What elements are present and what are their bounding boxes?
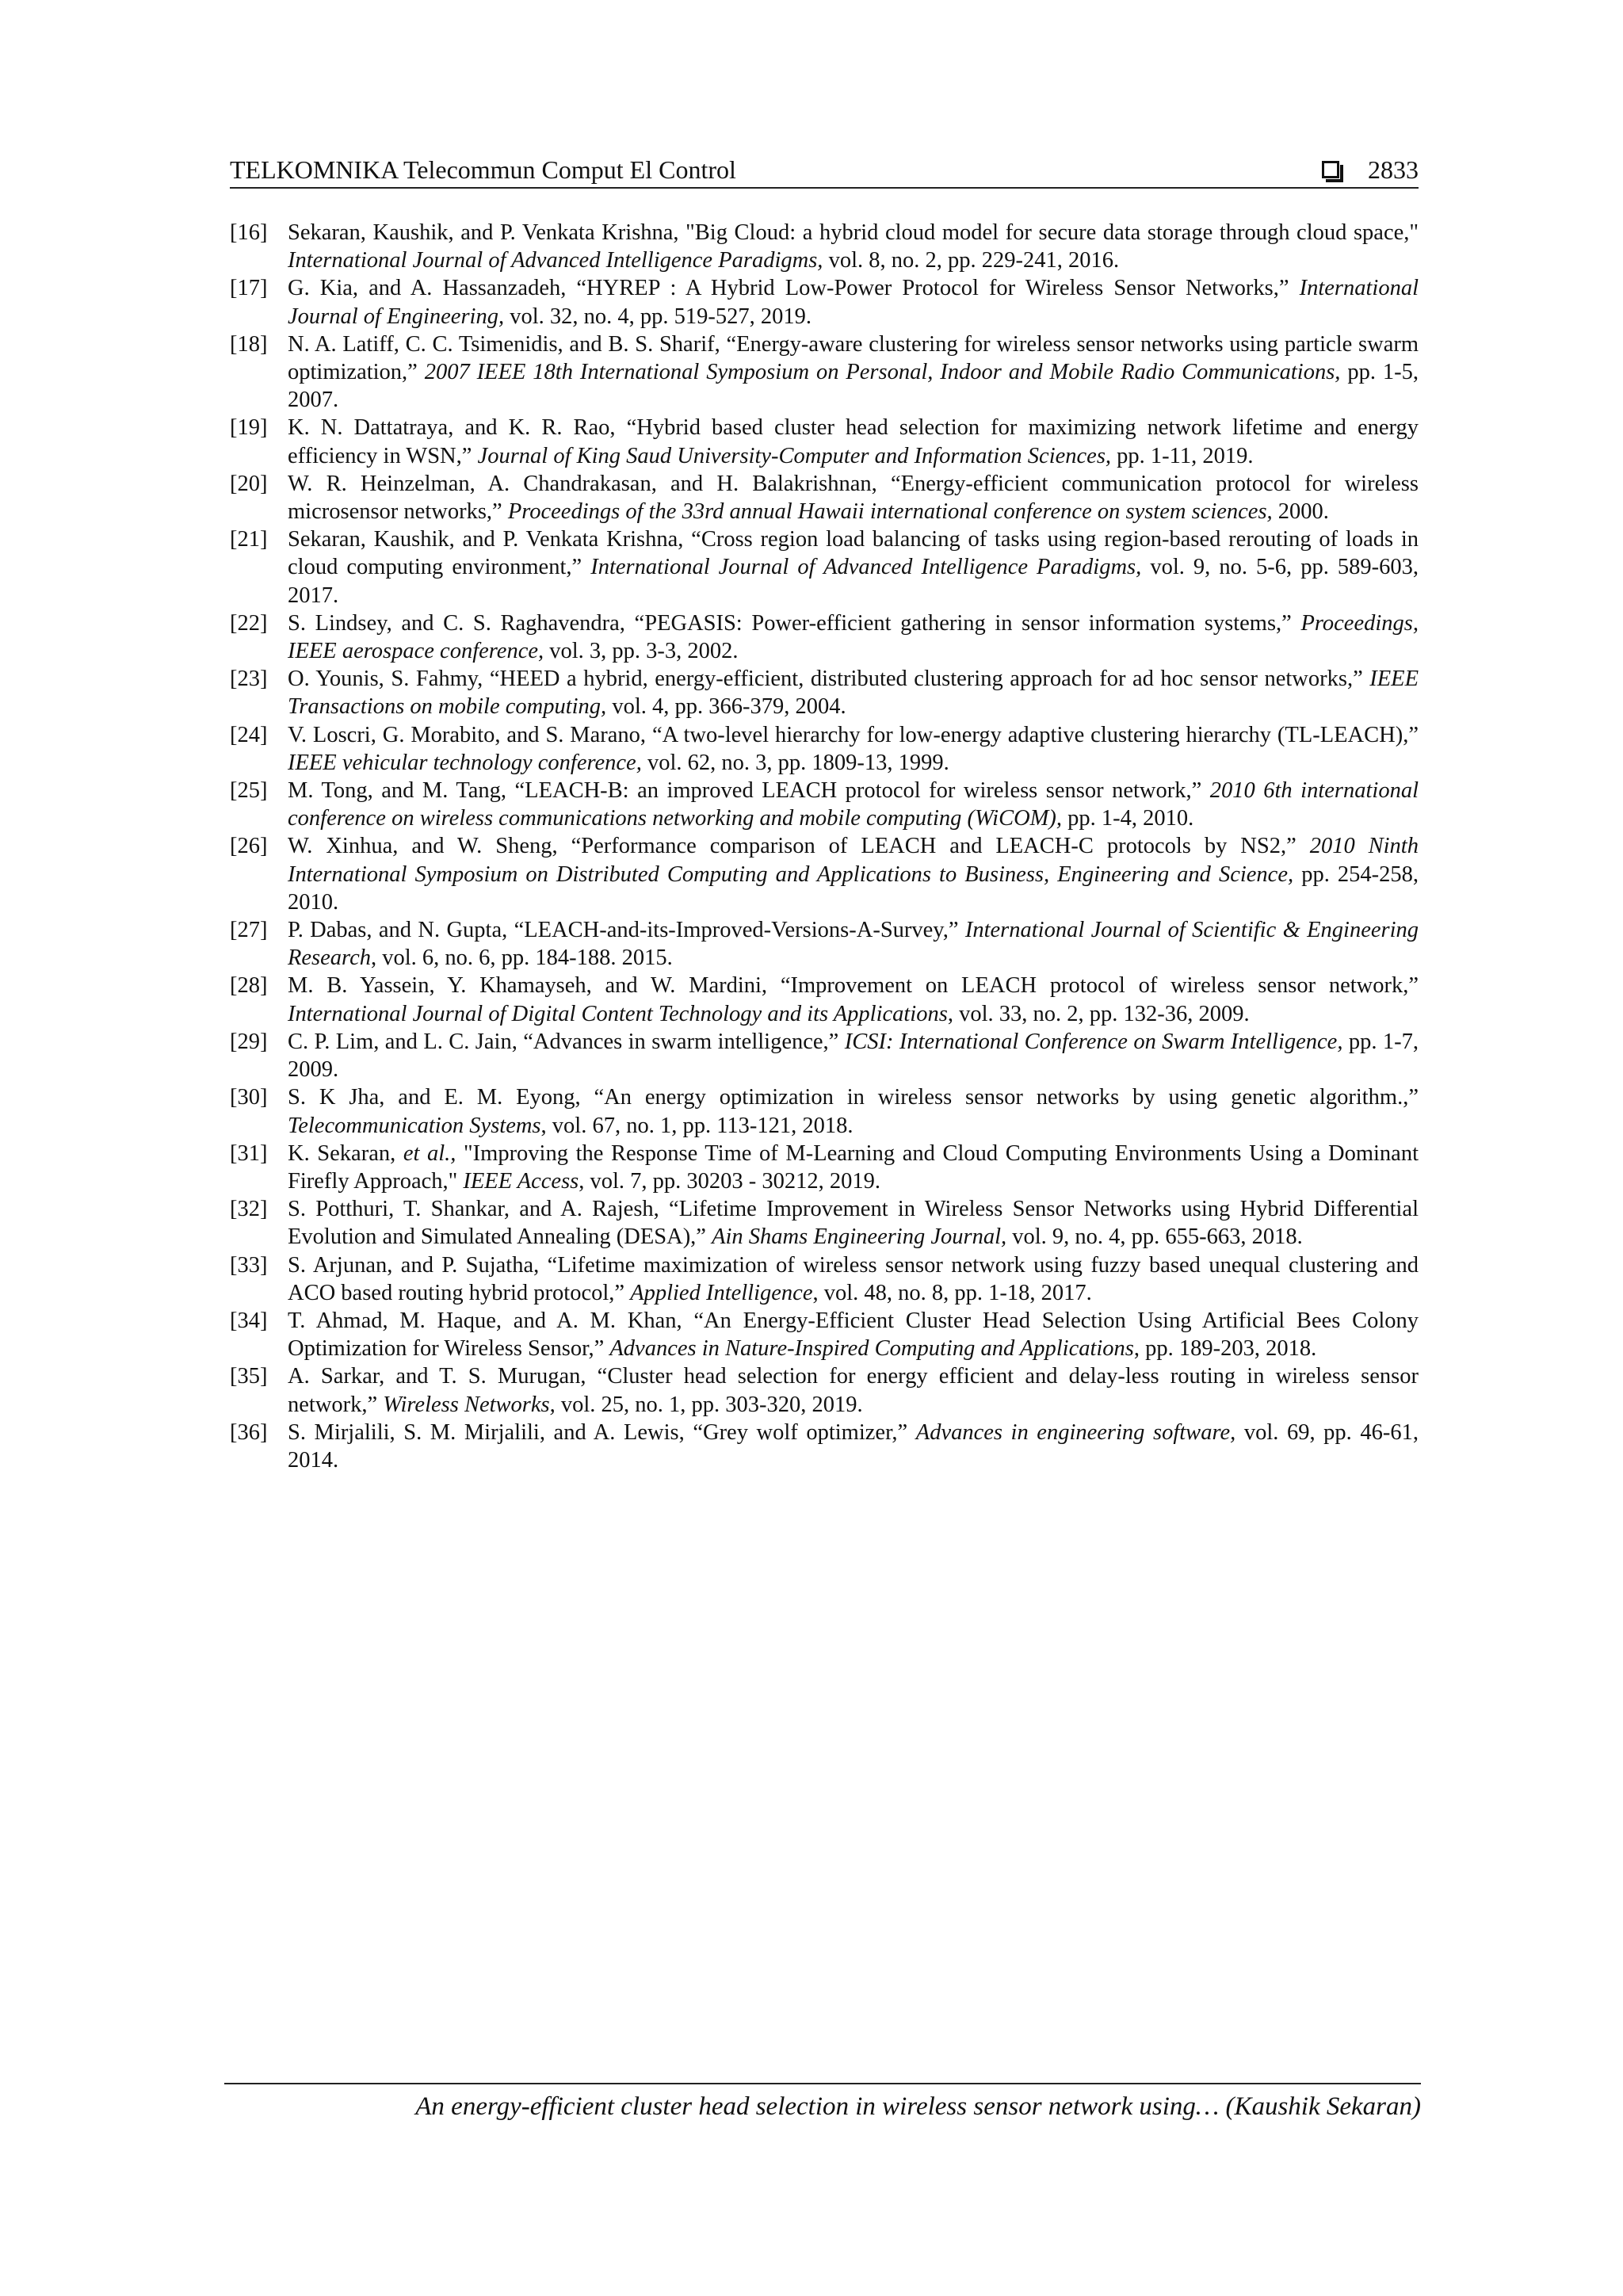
reference-item bbox=[230, 1362, 1419, 1418]
reference-number: [21] bbox=[230, 527, 268, 552]
reference-list bbox=[230, 219, 1419, 1474]
reference-number: [18] bbox=[230, 331, 268, 357]
reference-segment: T. Ahmad, M. Haque, and A. M. Khan, “An Energy-Efficient Cluster Head Selection Using Artificial Bees Colony Optimization for Wireless Sensor,” bbox=[288, 1308, 1419, 1362]
reference-segment: N. A. Latiff, C. C. Tsimenidis, and B. S. Sharif, “Energy-aware clustering for wireless sensor networks using particle swarm optimization,” bbox=[288, 331, 1419, 385]
reference-number: [22] bbox=[230, 610, 268, 636]
reference-segment: C. P. Lim, and L. C. Jain, “Advances in swarm intelligence,” bbox=[288, 1029, 845, 1054]
reference-venue: 2010 6th international conference on wireless communications networking and mobile computing (WiCOM), bbox=[288, 778, 1419, 831]
reference-segment: A. Sarkar, and T. S. Murugan, “Cluster head selection for energy efficient and delay-less routing in wireless sensor network,” bbox=[288, 1364, 1419, 1417]
reference-item bbox=[230, 470, 1419, 525]
reference-text bbox=[288, 330, 1419, 415]
square-box-icon bbox=[1322, 161, 1339, 178]
reference-segment: pp. 1-4, 2010. bbox=[1062, 806, 1194, 831]
reference-venue: International Journal of Advanced Intelligence Paradigms, bbox=[590, 555, 1142, 580]
reference-segment: P. Dabas, and N. Gupta, “LEACH-and-its-Improved-Versions-A-Survey,” bbox=[288, 918, 965, 943]
reference-item bbox=[230, 721, 1419, 777]
journal-title: TELKOMNIKA Telecommun Comput El Control bbox=[230, 155, 736, 184]
reference-venue: et al., bbox=[403, 1140, 456, 1166]
reference-text bbox=[288, 721, 1419, 777]
reference-text bbox=[288, 525, 1419, 609]
reference-segment: Sekaran, Kaushik, and P. Venkata Krishna, "Big Cloud: a hybrid cloud model for secure data storage through cloud space," bbox=[288, 220, 1419, 245]
reference-segment: vol. 4, pp. 366-379, 2004. bbox=[606, 694, 846, 720]
reference-venue: Wireless Networks, bbox=[383, 1392, 556, 1417]
reference-text bbox=[288, 609, 1419, 665]
reference-venue: International Journal of Advanced Intelligence Paradigms, bbox=[288, 248, 823, 273]
page-header bbox=[230, 152, 1419, 189]
reference-segment: S. Potthuri, T. Shankar, and A. Rajesh, “Lifetime Improvement in Wireless Sensor Networks using Hybrid Differential Evolution and Simulated Annealing (DESA),” bbox=[288, 1197, 1419, 1250]
reference-number: [34] bbox=[230, 1308, 268, 1333]
reference-number: [25] bbox=[230, 778, 268, 804]
reference-item bbox=[230, 414, 1419, 469]
reference-venue: 2010 Ninth International Symposium on Distributed Computing and Applications to Business, Engineering and Science, bbox=[288, 834, 1419, 887]
page-number: 2833 bbox=[1368, 155, 1419, 184]
reference-venue: Journal of King Saud University-Computer and Information Sciences, bbox=[477, 443, 1112, 468]
reference-venue: Applied Intelligence bbox=[630, 1280, 813, 1305]
reference-segment: M. Tong, and M. Tang, “LEACH-B: an improved LEACH protocol for wireless sensor network,” bbox=[288, 778, 1210, 804]
reference-text bbox=[288, 777, 1419, 832]
reference-item bbox=[230, 330, 1419, 415]
reference-text bbox=[288, 414, 1419, 469]
reference-venue: International Journal of Digital Content Technology and its Applications bbox=[288, 1001, 948, 1026]
reference-text bbox=[288, 1251, 1419, 1307]
reference-number: [33] bbox=[230, 1252, 268, 1278]
reference-segment: K. Sekaran, bbox=[288, 1140, 403, 1166]
reference-segment: , pp. 189-203, 2018. bbox=[1133, 1336, 1317, 1362]
reference-item bbox=[230, 1140, 1419, 1195]
reference-segment: , vol. 48, no. 8, pp. 1-18, 2017. bbox=[812, 1280, 1092, 1305]
reference-text bbox=[288, 470, 1419, 525]
reference-segment: vol. 25, no. 1, pp. 303-320, 2019. bbox=[555, 1392, 863, 1417]
reference-text bbox=[288, 1362, 1419, 1418]
reference-venue: Proceedings of the 33rd annual Hawaii international conference on system sciences, bbox=[507, 499, 1273, 525]
reference-text bbox=[288, 219, 1419, 274]
reference-segment: vol. 32, no. 4, pp. 519-527, 2019. bbox=[504, 304, 812, 329]
reference-segment: pp. 1-7, 2009. bbox=[288, 1029, 1419, 1083]
reference-number: [16] bbox=[230, 220, 268, 245]
reference-segment: G. Kia, and A. Hassanzadeh, “HYREP : A Hybrid Low-Power Protocol for Wireless Sensor Networks,” bbox=[288, 276, 1300, 301]
reference-segment: M. B. Yassein, Y. Khamayseh, and W. Mardini, “Improvement on LEACH protocol of wireless sensor network,” bbox=[288, 973, 1419, 999]
reference-item bbox=[230, 1083, 1419, 1139]
reference-item bbox=[230, 1307, 1419, 1362]
reference-segment: S. Arjunan, and P. Sujatha, “Lifetime maximization of wireless sensor network using fuzzy based unequal clustering and ACO based routing hybrid protocol,” bbox=[288, 1252, 1419, 1305]
reference-segment: W. R. Heinzelman, A. Chandrakasan, and H. Balakrishnan, “Energy-efficient communication protocol for wireless microsensor networks,” bbox=[288, 471, 1419, 525]
reference-segment: K. N. Dattatraya, and K. R. Rao, “Hybrid based cluster head selection for maximizing network lifetime and energy efficiency in WSN,” bbox=[288, 415, 1419, 468]
reference-text bbox=[288, 1140, 1419, 1195]
reference-item bbox=[230, 1251, 1419, 1307]
reference-segment: W. Xinhua, and W. Sheng, “Performance comparison of LEACH and LEACH-C protocols by NS2,” bbox=[288, 834, 1310, 859]
reference-segment: , vol. 7, pp. 30203 - 30212, 2019. bbox=[579, 1168, 881, 1194]
reference-venue: International Journal of Scientific & Engineering Research bbox=[288, 918, 1419, 971]
reference-venue: IEEE Transactions on mobile computing, bbox=[288, 667, 1419, 720]
reference-segment: vol. 3, pp. 3-3, 2002. bbox=[544, 639, 739, 664]
reference-item bbox=[230, 274, 1419, 330]
reference-segment: vol. 69, pp. 46-61, 2014. bbox=[288, 1419, 1419, 1473]
reference-segment: pp. 1-5, 2007. bbox=[288, 360, 1419, 413]
reference-segment: , vol. 33, no. 2, pp. 132-36, 2009. bbox=[947, 1001, 1250, 1026]
reference-venue: International Journal of Engineering, bbox=[288, 276, 1419, 329]
reference-item bbox=[230, 777, 1419, 832]
reference-item bbox=[230, 832, 1419, 916]
page-footer bbox=[224, 2083, 1421, 2122]
reference-venue: IEEE vehicular technology conference, bbox=[288, 750, 642, 775]
reference-venue: Proceedings, IEEE aerospace conference, bbox=[288, 610, 1419, 664]
reference-text bbox=[288, 1419, 1419, 1474]
reference-number: [31] bbox=[230, 1140, 268, 1166]
reference-segment: S. K Jha, and E. M. Eyong, “An energy optimization in wireless sensor networks by using genetic algorithm.,” bbox=[288, 1085, 1419, 1110]
reference-segment: vol. 9, no. 4, pp. 655-663, 2018. bbox=[1006, 1224, 1303, 1250]
reference-number: [26] bbox=[230, 834, 268, 859]
reference-segment: "Improving the Response Time of M-Learning and Cloud Computing Environments Using a Dominant Firefly Approach," bbox=[288, 1140, 1419, 1194]
reference-number: [35] bbox=[230, 1364, 268, 1389]
reference-number: [27] bbox=[230, 918, 268, 943]
reference-text bbox=[288, 1195, 1419, 1251]
reference-number: [17] bbox=[230, 276, 268, 301]
reference-item bbox=[230, 1195, 1419, 1251]
reference-segment: O. Younis, S. Fahmy, “HEED a hybrid, energy-efficient, distributed clustering approach for ad hoc sensor networks,” bbox=[288, 667, 1370, 692]
reference-venue: Advances in engineering software, bbox=[915, 1419, 1236, 1445]
reference-item bbox=[230, 1419, 1419, 1474]
reference-number: [36] bbox=[230, 1419, 268, 1445]
reference-venue: Advances in Nature-Inspired Computing and Applications bbox=[609, 1336, 1134, 1362]
reference-item bbox=[230, 525, 1419, 609]
reference-segment: vol. 9, no. 5-6, pp. 589-603, 2017. bbox=[288, 555, 1419, 608]
reference-segment: V. Loscri, G. Morabito, and S. Marano, “A two-level hierarchy for low-energy adaptive clustering hierarchy (TL-LEACH),” bbox=[288, 722, 1419, 747]
reference-venue: IEEE Access bbox=[463, 1168, 579, 1194]
reference-segment: , vol. 67, no. 1, pp. 113-121, 2018. bbox=[540, 1113, 854, 1138]
reference-number: [30] bbox=[230, 1085, 268, 1110]
reference-venue: Ain Shams Engineering Journal, bbox=[712, 1224, 1007, 1250]
reference-number: [32] bbox=[230, 1197, 268, 1222]
reference-number: [28] bbox=[230, 973, 268, 999]
reference-number: [24] bbox=[230, 722, 268, 747]
reference-item bbox=[230, 665, 1419, 720]
reference-item bbox=[230, 609, 1419, 665]
reference-segment: , vol. 6, no. 6, pp. 184-188. 2015. bbox=[370, 946, 673, 971]
reference-segment: 2000. bbox=[1272, 499, 1329, 525]
reference-venue: 2007 IEEE 18th International Symposium on Personal, Indoor and Mobile Radio Communications, bbox=[424, 360, 1341, 385]
reference-text bbox=[288, 832, 1419, 916]
reference-text bbox=[288, 274, 1419, 330]
reference-segment: S. Lindsey, and C. S. Raghavendra, “PEGASIS: Power-efficient gathering in sensor information systems,” bbox=[288, 610, 1301, 636]
reference-item bbox=[230, 916, 1419, 972]
reference-number: [23] bbox=[230, 667, 268, 692]
reference-segment: pp. 254-258, 2010. bbox=[288, 861, 1419, 915]
running-title: An energy-efficient cluster head selection in wireless sensor network using… (Kaushik Sekaran) bbox=[415, 2092, 1421, 2121]
reference-text bbox=[288, 1028, 1419, 1083]
reference-number: [19] bbox=[230, 415, 268, 441]
reference-text bbox=[288, 1307, 1419, 1362]
reference-text bbox=[288, 1083, 1419, 1139]
reference-item bbox=[230, 972, 1419, 1027]
reference-venue: ICSI: International Conference on Swarm Intelligence, bbox=[844, 1029, 1343, 1054]
reference-segment: Sekaran, Kaushik, and P. Venkata Krishna, “Cross region load balancing of tasks using region-based rerouting of loads in cloud computing environment,” bbox=[288, 527, 1419, 580]
reference-number: [29] bbox=[230, 1029, 268, 1054]
reference-segment: S. Mirjalili, S. M. Mirjalili, and A. Lewis, “Grey wolf optimizer,” bbox=[288, 1419, 916, 1445]
reference-segment: vol. 8, no. 2, pp. 229-241, 2016. bbox=[823, 248, 1120, 273]
reference-item bbox=[230, 219, 1419, 274]
reference-venue: Telecommunication Systems bbox=[288, 1113, 541, 1138]
reference-segment: pp. 1-11, 2019. bbox=[1111, 443, 1254, 468]
reference-item bbox=[230, 1028, 1419, 1083]
reference-text bbox=[288, 972, 1419, 1027]
reference-text bbox=[288, 916, 1419, 972]
reference-text bbox=[288, 665, 1419, 720]
reference-number: [20] bbox=[230, 471, 268, 496]
header-right bbox=[1322, 155, 1419, 184]
reference-segment: vol. 62, no. 3, pp. 1809-13, 1999. bbox=[641, 750, 949, 775]
